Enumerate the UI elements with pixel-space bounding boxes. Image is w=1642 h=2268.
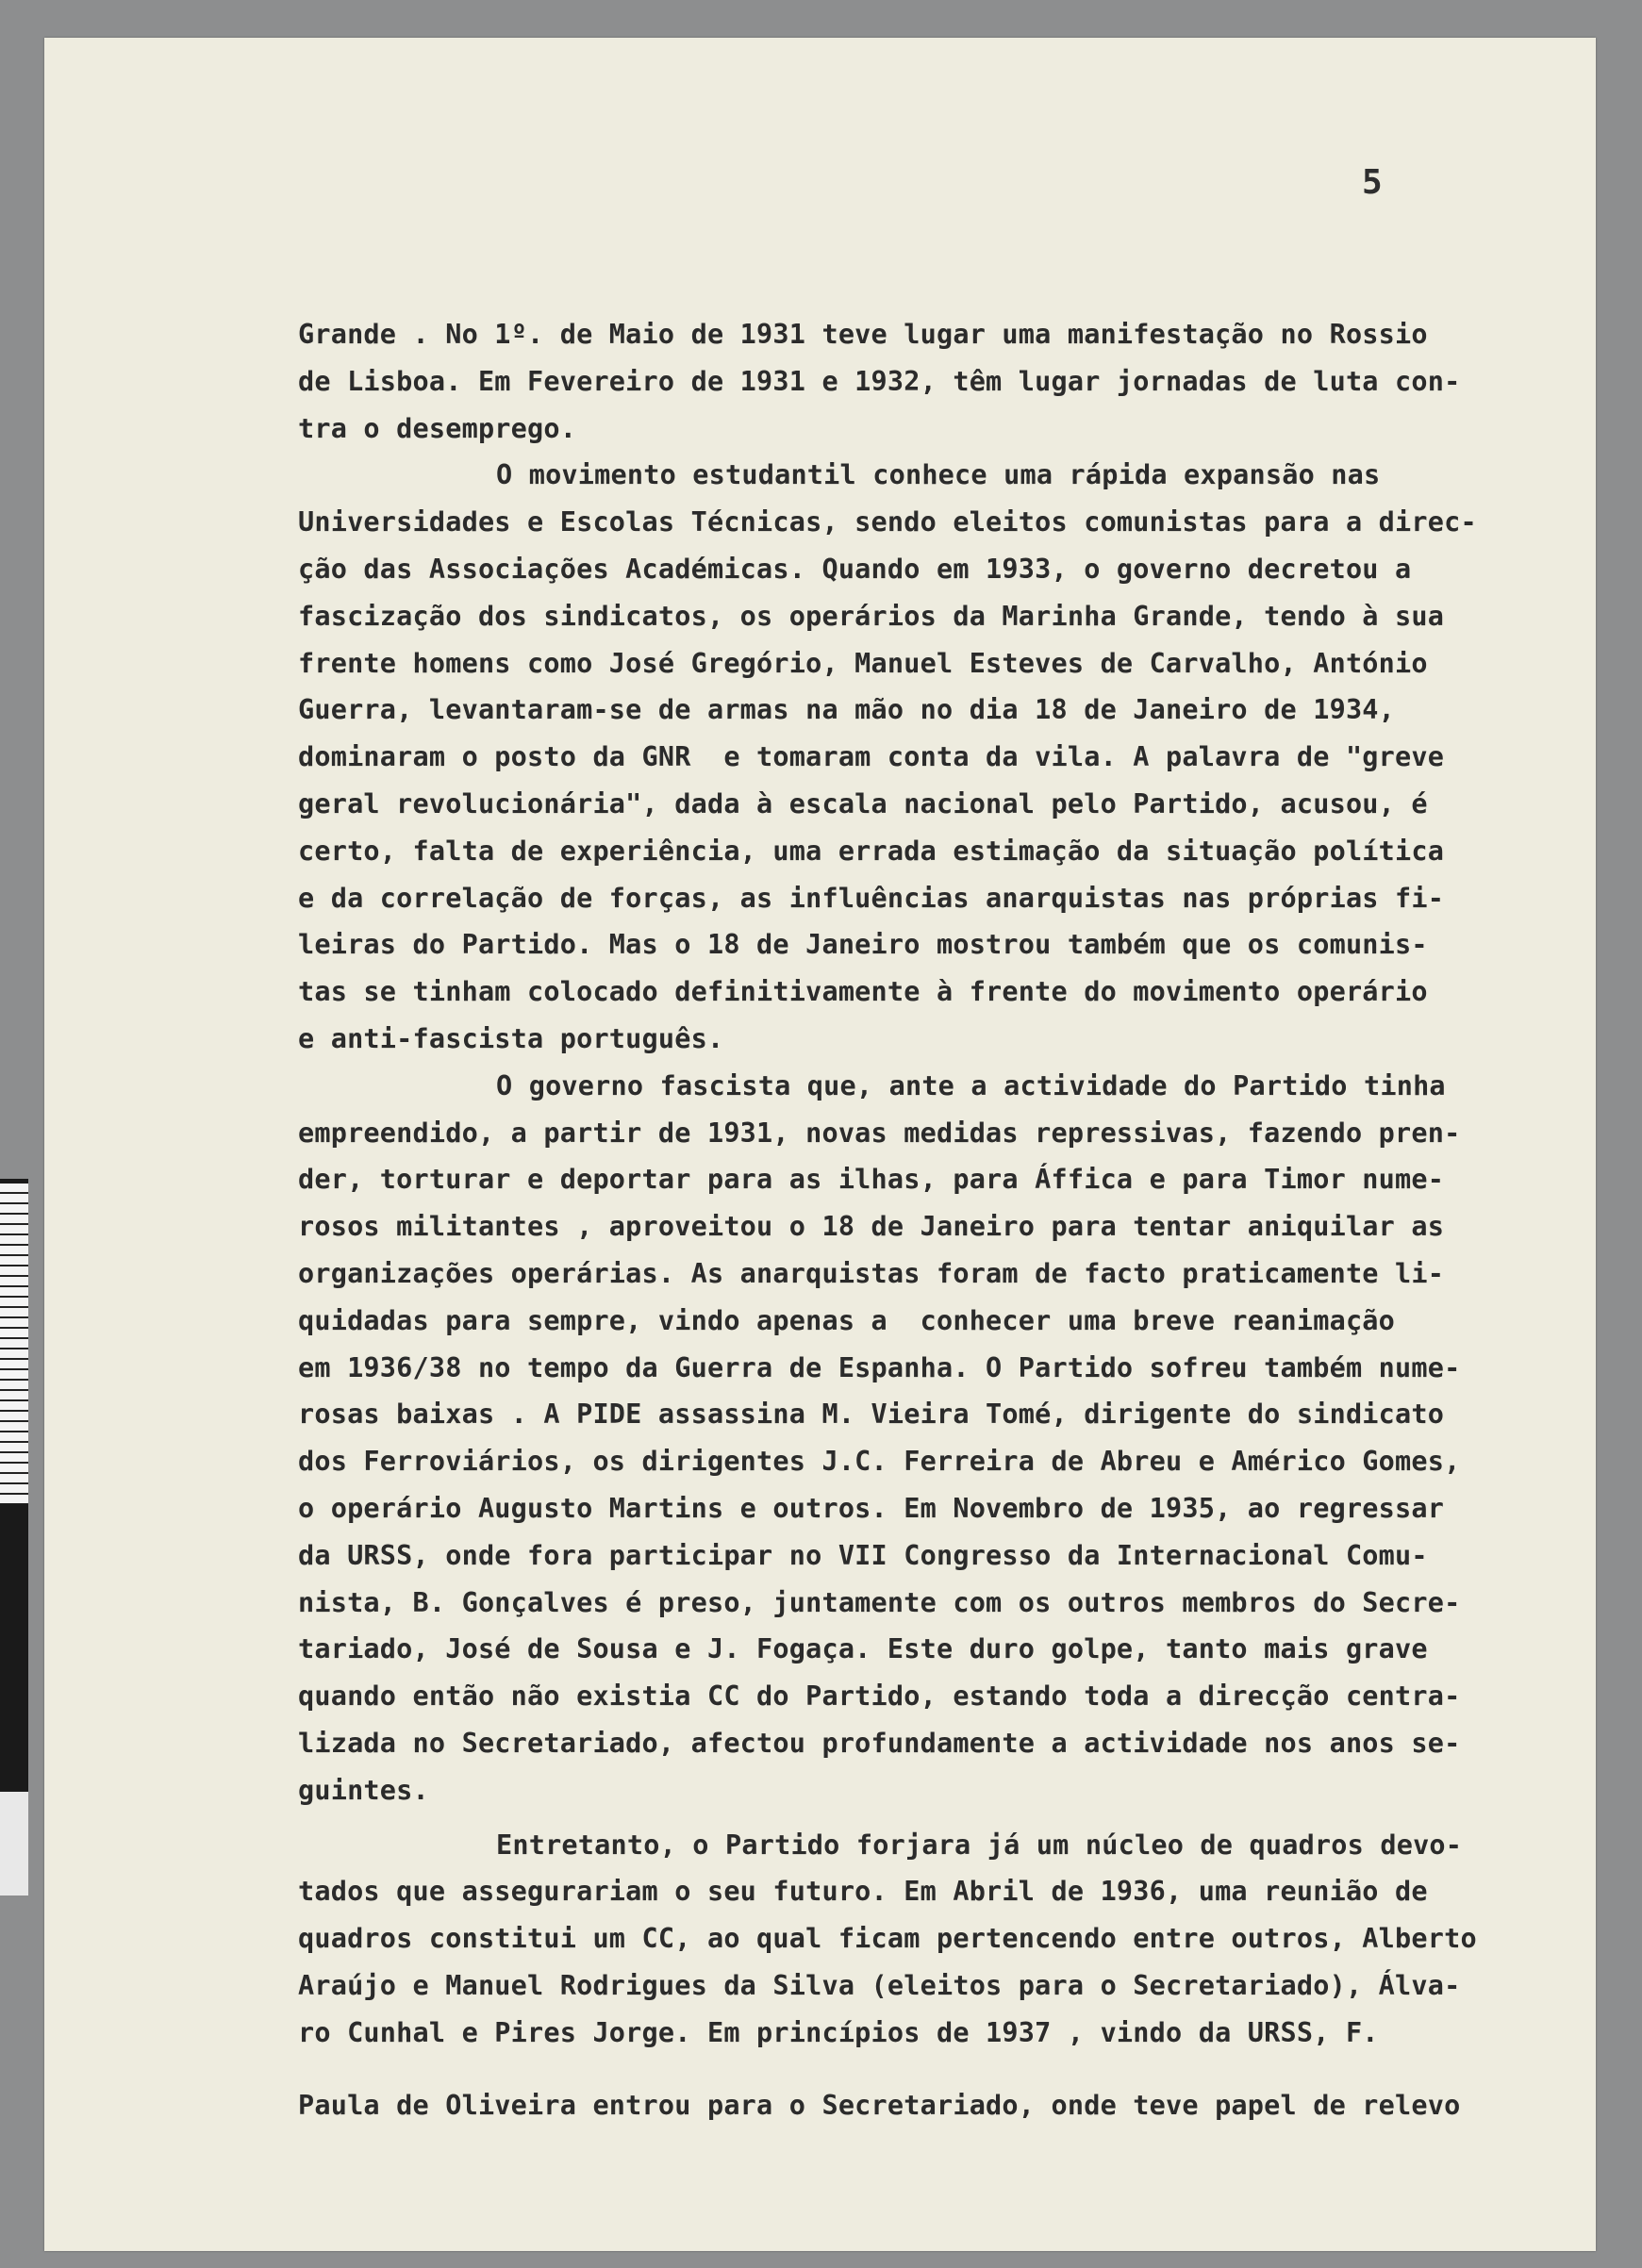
text-line: empreendido, a partir de 1931, novas medidas repressivas, fazendo pren- bbox=[298, 1117, 1461, 1149]
paragraph-start-line: O movimento estudantil conhece uma rápida expansão nas bbox=[496, 459, 1381, 491]
scale-ruler bbox=[0, 1184, 28, 1504]
scale-ruler-lower bbox=[0, 1792, 28, 1896]
text-line: der, torturar e deportar para as ilhas, para Áffica e para Timor nume- bbox=[298, 1164, 1445, 1196]
text-line: ção das Associações Académicas. Quando em 1933, o governo decretou a bbox=[298, 553, 1412, 585]
text-line: fascização dos sindicatos, os operários da Marinha Grande, tendo à sua bbox=[298, 600, 1445, 632]
text-line: dominaram o posto da GNR e tomaram conta da vila. A palavra de "greve bbox=[298, 741, 1445, 773]
text-line: da URSS, onde fora participar no VII Congresso da Internacional Comu- bbox=[298, 1539, 1428, 1571]
text-line: Paula de Oliveira entrou para o Secretariado, onde teve papel de relevo bbox=[298, 2090, 1461, 2122]
text-line: tas se tinham colocado definitivamente à frente do movimento operário bbox=[298, 976, 1428, 1008]
text-line: Grande . No 1º. de Maio de 1931 teve lugar uma manifestação no Rossio bbox=[298, 319, 1428, 350]
text-line: guintes. bbox=[298, 1774, 429, 1806]
text-line: lizada no Secretariado, afectou profundamente a actividade nos anos se- bbox=[298, 1727, 1461, 1759]
text-line: ro Cunhal e Pires Jorge. Em princípios de 1937 , vindo da URSS, F. bbox=[298, 2016, 1379, 2048]
text-line: geral revolucionária", dada à escala nacional pelo Partido, acusou, é bbox=[298, 787, 1428, 819]
paragraph-start-line: O governo fascista que, ante a actividade do Partido tinha bbox=[496, 1069, 1446, 1101]
text-line: Guerra, levantaram-se de armas na mão no dia 18 de Janeiro de 1934, bbox=[298, 694, 1396, 726]
text-line: rosos militantes , aproveitou o 18 de Janeiro para tentar aniquilar as bbox=[298, 1211, 1445, 1243]
text-line: Araújo e Manuel Rodrigues da Silva (eleitos para o Secretariado), Álva- bbox=[298, 1969, 1461, 2001]
text-line: tra o desemprego. bbox=[298, 412, 577, 444]
text-line: rosas baixas . A PIDE assassina M. Vieira Tomé, dirigente do sindicato bbox=[298, 1399, 1445, 1431]
body-text bbox=[298, 311, 1524, 2129]
paragraph-start-line: Entretanto, o Partido forjara já um núcleo de quadros devo- bbox=[496, 1829, 1463, 1861]
text-line: quidadas para sempre, vindo apenas a conhecer uma breve reanimação bbox=[298, 1304, 1396, 1336]
text-line: o operário Augusto Martins e outros. Em Novembro de 1935, ao regressar bbox=[298, 1492, 1445, 1524]
text-line: organizações operárias. As anarquistas foram de facto praticamente li- bbox=[298, 1257, 1445, 1289]
text-line: em 1936/38 no tempo da Guerra de Espanha. O Partido sofreu também nume- bbox=[298, 1351, 1461, 1383]
text-line: certo, falta de experiência, uma errada estimação da situação política bbox=[298, 835, 1445, 867]
text-line: dos Ferroviários, os dirigentes J.C. Ferreira de Abreu e Américo Gomes, bbox=[298, 1446, 1461, 1478]
text-line: quando então não existia CC do Partido, estando toda a direcção centra- bbox=[298, 1680, 1461, 1713]
text-line: nista, B. Gonçalves é preso, juntamente com os outros membros do Secre- bbox=[298, 1586, 1461, 1618]
text-line: Universidades e Escolas Técnicas, sendo eleitos comunistas para a direc- bbox=[298, 506, 1477, 538]
text-line: leiras do Partido. Mas o 18 de Janeiro mostrou também que os comunis- bbox=[298, 929, 1428, 961]
text-line: quadros constitui um CC, ao qual ficam pertencendo entre outros, Alberto bbox=[298, 1923, 1477, 1955]
text-line: e anti-fascista português. bbox=[298, 1022, 724, 1054]
text-line: tariado, José de Sousa e J. Fogaça. Este duro golpe, tanto mais grave bbox=[298, 1633, 1428, 1665]
text-line: de Lisboa. Em Fevereiro de 1931 e 1932, têm lugar jornadas de luta con- bbox=[298, 365, 1461, 397]
text-line: e da correlação de forças, as influências anarquistas nas próprias fi- bbox=[298, 882, 1445, 914]
page-number: 5 bbox=[1362, 163, 1383, 202]
text-line: tados que assegurariam o seu futuro. Em Abril de 1936, uma reunião de bbox=[298, 1876, 1428, 1908]
text-line: frente homens como José Gregório, Manuel Esteves de Carvalho, António bbox=[298, 647, 1428, 679]
